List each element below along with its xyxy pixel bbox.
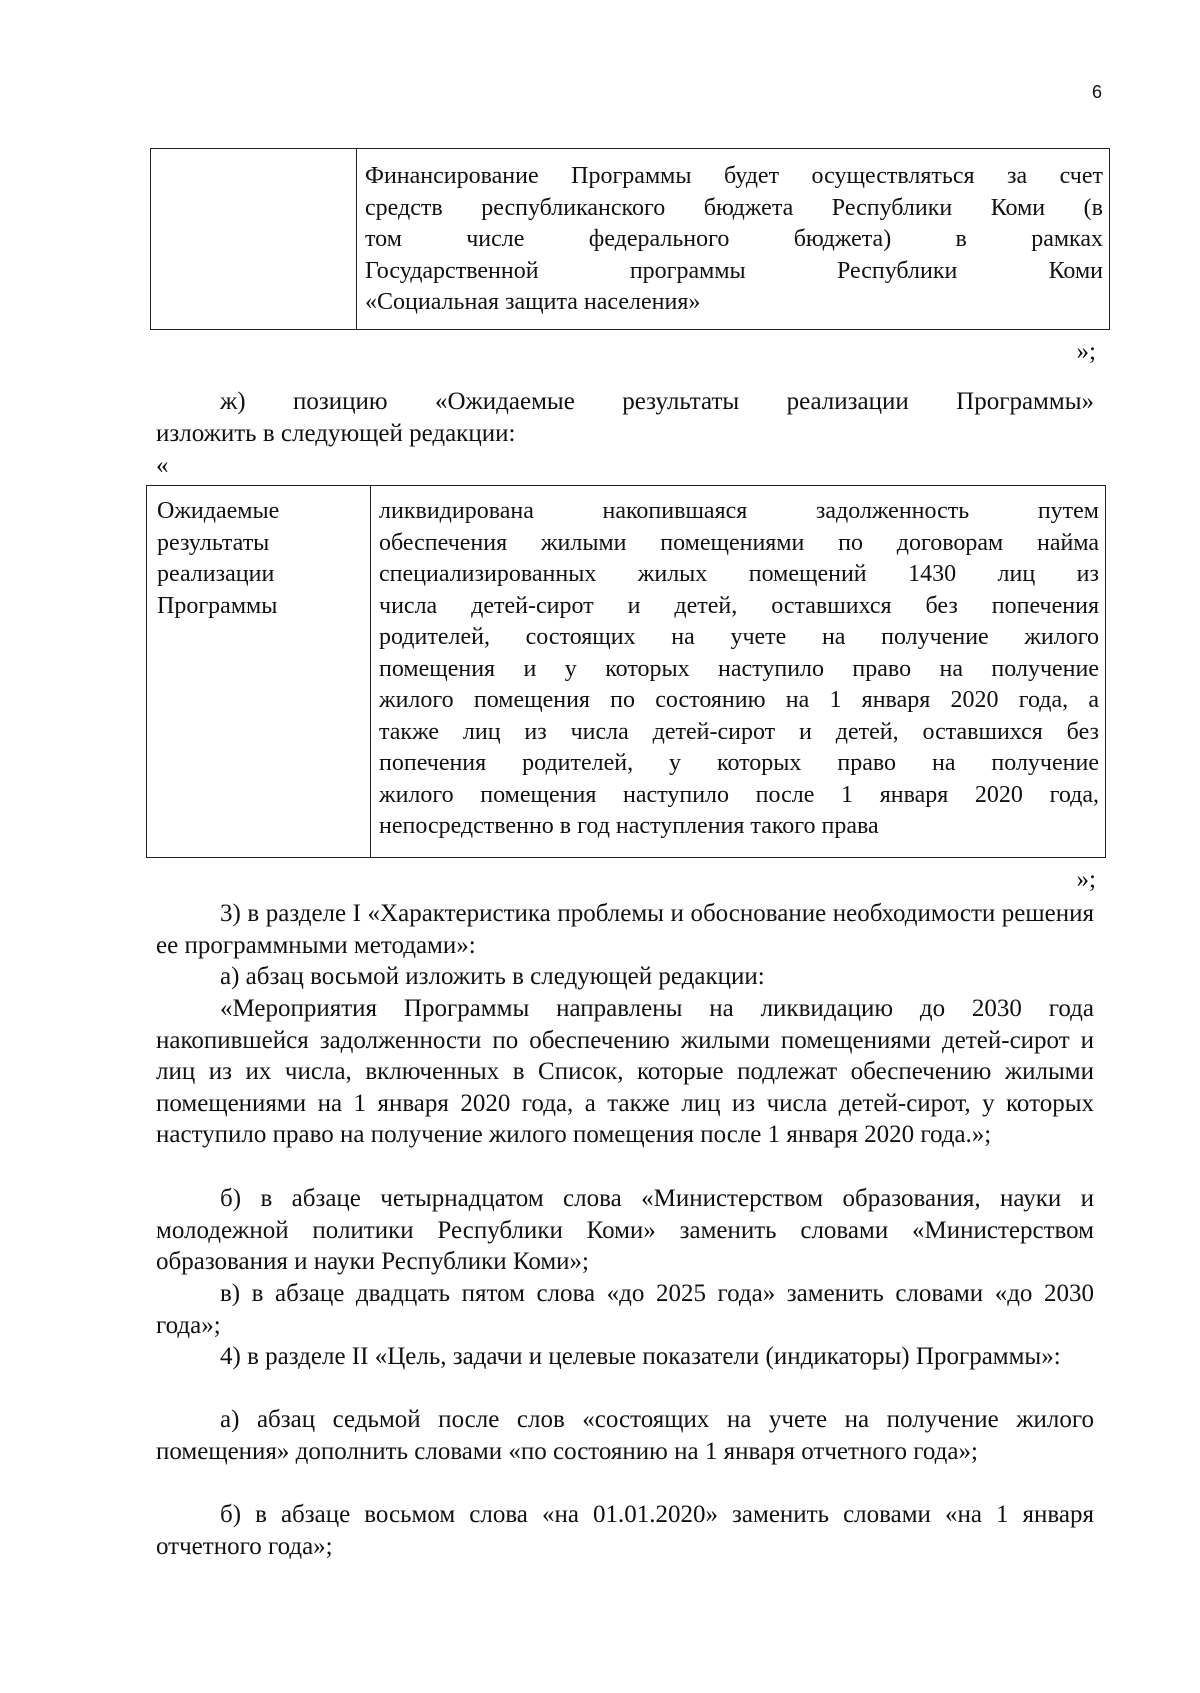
paragraph-3a-quote: «Мероприятия Программы направлены на ликвидацию до 2030 года накопившейся задолженности по обеспечению жилыми помещениями детей-сирот и лиц из их числа, включенных в Список, которые подлежат обеспечению жилыми помещениями на 1 января 2020 года, а также лиц из числа детей-сирот, у которых наступило право на получение жилого помещения после 1 января 2020 года.»; — [156, 995, 1094, 1149]
expected-results-line: жилого помещения по состоянию на 1 января 2020 года, а — [379, 687, 1099, 713]
financing-text-line: Государственной программы Республики Коми — [365, 257, 1103, 284]
paragraph-4: 4) в разделе II «Цель, задачи и целевые показатели (индикаторы) Программы»: — [220, 1343, 1061, 1370]
financing-text-line: Финансирование Программы будет осуществляться за счет — [365, 163, 1103, 189]
expected-results-line: обеспечения жилыми помещениями по договорам найма — [379, 529, 1099, 556]
expected-results-text-cell — [371, 486, 1105, 857]
financing-text-line: том числе федерального бюджета) в рамках — [365, 226, 1103, 252]
paragraph-3a: а) абзац восьмой изложить в следующей редакции: — [220, 963, 765, 990]
expected-results-line: жилого помещения наступило после 1 января 2020 года, — [379, 781, 1099, 808]
expected-results-line: помещения и у которых наступило право на получение — [379, 655, 1099, 682]
financing-table-text-cell — [357, 149, 1109, 329]
expected-results-line: попечения родителей, у которых право на получение — [379, 750, 1099, 776]
financing-text-line: «Социальная защита населения» — [365, 289, 701, 315]
paragraph-zh-line: ж) позицию «Ожидаемые результаты реализации Программы» — [220, 388, 1094, 415]
expected-results-label-cell — [147, 486, 371, 857]
financing-table-label-cell — [151, 149, 357, 329]
expected-results-label-line: реализации — [157, 561, 275, 587]
expected-results-line: также лиц из числа детей-сирот и детей, оставшихся без — [379, 718, 1099, 745]
expected-results-table — [146, 485, 1106, 858]
financing-text-line: средств республиканского бюджета Республики Коми (в — [365, 194, 1103, 221]
opening-quote: « — [156, 452, 169, 479]
closing-quote: »; — [1076, 866, 1096, 893]
paragraph-3v: в) в абзаце двадцать пятом слова «до 2025 года» заменить словами «до 2030 года»; — [156, 1280, 1094, 1339]
expected-results-line: ликвидирована накопившаяся задолженность путем — [379, 498, 1099, 524]
paragraph-zh — [156, 386, 1094, 449]
page-number: 6 — [1092, 82, 1103, 102]
paragraph-4b: б) в абзаце восьмом слова «на 01.01.2020» заменить словами «на 1 января отчетного года»; — [156, 1501, 1094, 1560]
paragraph-3: 3) в разделе I «Характеристика проблемы и обоснование необходимости решения ее программными методами»: — [156, 900, 1094, 959]
closing-quote: »; — [1076, 338, 1096, 365]
expected-results-line: числа детей-сирот и детей, оставшихся без попечения — [379, 592, 1099, 619]
expected-results-label-line: Программы — [157, 592, 278, 619]
paragraph-4a: а) абзац седьмой после слов «состоящих на учете на получение жилого помещения» дополнить словами «по состоянию на 1 января отчетного года»; — [156, 1406, 1094, 1465]
paragraph-3b: б) в абзаце четырнадцатом слова «Министерством образования, науки и молодежной политики Республики Коми» заменить словами «Министерством образования и науки Республики Коми»; — [156, 1185, 1094, 1276]
expected-results-line: родителей, состоящих на учете на получение жилого — [379, 624, 1099, 650]
expected-results-line: специализированных жилых помещений 1430 лиц из — [379, 561, 1099, 587]
financing-table — [150, 148, 1110, 330]
expected-results-label-line: Ожидаемые — [157, 498, 280, 524]
expected-results-label-line: результаты — [157, 529, 270, 556]
expected-results-line: непосредственно в год наступления такого права — [379, 813, 879, 839]
paragraph-zh-line: изложить в следующей редакции: — [156, 419, 516, 447]
